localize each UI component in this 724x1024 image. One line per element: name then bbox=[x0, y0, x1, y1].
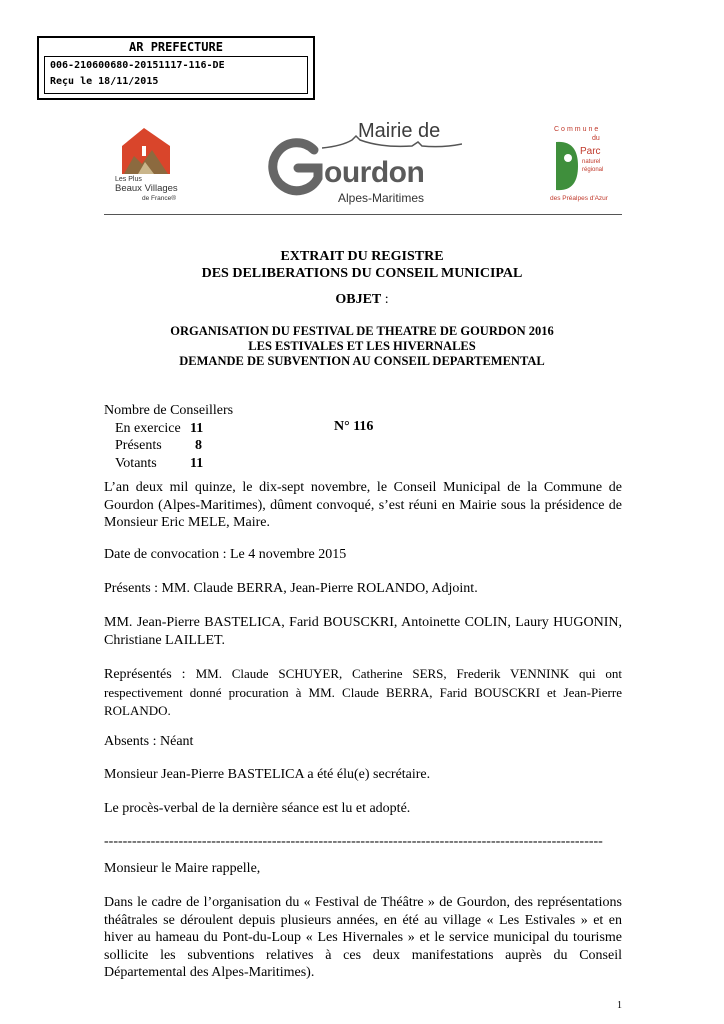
parc-regional-word: régional bbox=[582, 167, 604, 173]
council-label: Nombre de Conseillers bbox=[104, 403, 234, 418]
deliberation-number: N° 116 bbox=[334, 419, 374, 434]
paragraph-represented bbox=[104, 665, 622, 721]
prefecture-stamp bbox=[37, 36, 315, 100]
page-number: 1 bbox=[617, 1000, 622, 1011]
represented-label: Représentés : bbox=[104, 667, 196, 682]
parc-naturel-logo bbox=[548, 126, 610, 206]
paragraph-convocation: Date de convocation : Le 4 novembre 2015 bbox=[104, 547, 347, 562]
alpes-maritimes-text: Alpes-Maritimes bbox=[338, 191, 425, 205]
stamp-reference: 006-210600680-20151117-116-DE bbox=[50, 60, 225, 71]
logo-left-line1: Les Plus bbox=[115, 176, 142, 183]
heading-deliberations: DES DELIBERATIONS DU CONSEIL MUNICIPAL bbox=[201, 266, 523, 281]
village-emblem-icon bbox=[112, 126, 182, 176]
objet-colon: : bbox=[381, 292, 389, 307]
stamp-inner-box bbox=[44, 56, 308, 94]
votants-label: Votants bbox=[115, 455, 157, 471]
parc-emblem-icon bbox=[552, 138, 582, 194]
paragraph-proces-verbal: Le procès-verbal de la dernière séance est lu et adopté. bbox=[104, 801, 411, 816]
paragraph-absents: Absents : Néant bbox=[104, 734, 194, 749]
paragraph-festival: Dans le cadre de l’organisation du « Festival de Théâtre » de Gourdon, des représentations théâtrales se déroulent depuis plusieurs années, en été au village « Les Estivales » et en hiver au hameau du Pont-du-Loup « Les Hivernales » et le service municipal du tourisme sollicite les subventions relatives à ces deux manifestations auprès du Conseil Départemental des Alpes-Maritimes). bbox=[104, 895, 622, 980]
votants-value: 11 bbox=[190, 455, 204, 471]
subject-line1: ORGANISATION DU FESTIVAL DE THEATRE DE GOURDON 2016 bbox=[170, 324, 554, 338]
paragraph-members: MM. Jean-Pierre BASTELICA, Farid BOUSCKRI, Antoinette COLIN, Laury HUGONIN, Christiane LAILLET. bbox=[104, 615, 622, 648]
stamp-title: AR PREFECTURE bbox=[129, 40, 223, 54]
subject-line3: DEMANDE DE SUBVENTION AU CONSEIL DEPARTEMENTAL bbox=[179, 354, 545, 368]
parc-du-text: du bbox=[592, 135, 600, 142]
objet-line bbox=[0, 292, 724, 308]
parc-word: Parc bbox=[580, 146, 601, 157]
en-exercice-label: En exercice bbox=[115, 420, 181, 436]
mairie-de-text: Mairie de bbox=[358, 120, 441, 142]
plus-beaux-villages-logo bbox=[112, 126, 182, 208]
mairie-gourdon-logo bbox=[262, 118, 462, 210]
paragraph-presents: Présents : MM. Claude BERRA, Jean-Pierre ROLANDO, Adjoint. bbox=[104, 581, 478, 596]
paragraph-maire-rappelle: Monsieur le Maire rappelle, bbox=[104, 861, 261, 876]
separator-line: ----------------------------------------------------------------------------------------------------------- bbox=[104, 834, 603, 849]
council-counts bbox=[104, 402, 233, 472]
represented-text: MM. Claude SCHUYER, Catherine SERS, Frederik VENNINK qui ont respectivement donné procuration à MM. Claude BERRA, Farid BOUSCKRI et Jean-Pierre ROLANDO. bbox=[104, 666, 623, 718]
parc-name: des Préalpes d'Azur bbox=[550, 195, 608, 202]
stamp-received-date: Reçu le 18/11/2015 bbox=[50, 76, 159, 87]
logo-left-line3: de France® bbox=[142, 195, 177, 202]
logo-left-line2: Beaux Villages bbox=[115, 183, 178, 194]
subject-line2: LES ESTIVALES ET LES HIVERNALES bbox=[248, 339, 476, 353]
heading-extrait: EXTRAIT DU REGISTRE bbox=[280, 249, 444, 264]
header-divider bbox=[104, 214, 622, 215]
paragraph-session: L’an deux mil quinze, le dix-sept novembre, le Conseil Municipal de la Commune de Gourdon (Alpes-Maritimes), dûment convoqué, s’est réuni en Mairie sous la présidence de Monsieur Eric MELE, Maire. bbox=[104, 480, 622, 530]
presents-label: Présents bbox=[115, 438, 162, 453]
parc-naturel-word: naturel bbox=[582, 159, 601, 165]
paragraph-secretary: Monsieur Jean-Pierre BASTELICA a été élu(e) secrétaire. bbox=[104, 767, 431, 782]
presents-value: 8 bbox=[195, 438, 202, 453]
gourdon-text: ourdon bbox=[324, 156, 425, 189]
en-exercice-value: 11 bbox=[190, 420, 204, 436]
parc-commune-text: Commune bbox=[554, 126, 601, 133]
objet-label: OBJET bbox=[335, 292, 382, 307]
